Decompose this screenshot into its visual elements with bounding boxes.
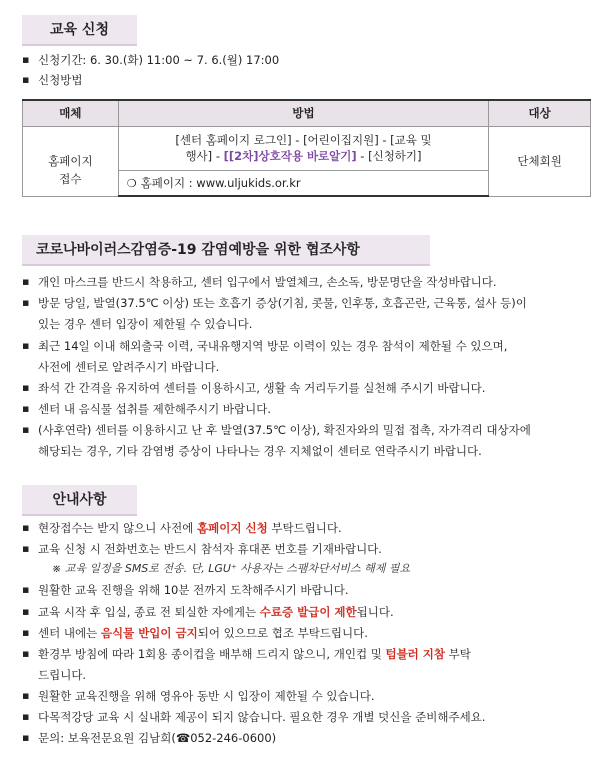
section-title: 코로나바이러스감염증-19 감염예방을 위한 협조사항 [36,242,360,258]
list-item: ▪ 센터 내 음식물 섭취를 제한해주시기 바랍니다. [22,399,595,419]
table-header-row [23,100,591,126]
homepage-link[interactable]: 홈페이지 : www.uljukids.or.kr [140,175,301,190]
application-method-label: ▪ 신청방법 [22,70,595,90]
circle-bullet-icon: ❍ [126,176,137,190]
list-item: ▪ 센터 내에는 음식물 반입이 금지되어 있으므로 협조 부탁드립니다. [22,623,595,643]
target-cell: 단체회원 [489,126,591,196]
program-highlight: [[2차]상호작용 바로알기] [223,149,357,163]
section-header-covid [22,235,430,265]
sms-note: ※ 교육 일정을 SMS로 전송. 단, LGU⁺ 사용자는 스팸차단서비스 해제 필요 [52,562,411,575]
header-method: 방법 [118,100,488,126]
list-item: ▪ 원활한 교육 진행을 위해 10분 전까지 도착해주시기 바랍니다. [22,580,595,600]
list-item: ▪ 다목적강당 교육 시 실내화 제공이 되지 않습니다. 필요한 경우 개별 덧신을 준비해주세요. [22,707,595,727]
section-header-education-application [22,15,137,45]
list-item: ▪ 좌석 간 간격을 유지하여 센터를 이용하시고, 생활 속 거리두기를 실천해 주시기 바랍니다. [22,378,595,398]
application-period: ▪ 신청기간: 6. 30.(화) 11:00 ~ 7. 6.(월) 17:00 [22,50,595,70]
list-item: ▪ 교육 시작 후 입실, 종료 전 퇴실한 자에게는 수료증 발급이 제한됩니다. [22,602,595,622]
list-item-continuation: 드립니다. [38,668,87,682]
list-item: ▪ 교육 신청 시 전화번호는 반드시 참석자 휴대폰 번호를 기재바랍니다. [22,539,595,559]
list-item: ▪ (사후연락) 센터를 이용하시고 난 후 발열(37.5℃ 이상), 확진자와의 밀접 접촉, 자가격리 대상자에 [22,420,595,440]
header-target: 대상 [489,100,591,126]
table-row [23,126,591,170]
section-header-notice [22,485,137,515]
list-item: ▪ 환경부 방침에 따라 1회용 종이컵을 배부해 드리지 않으니, 개인컵 및 텀블러 지참 부탁 [22,644,595,664]
header-medium: 매체 [23,100,119,126]
method-cell: [센터 홈페이지 로그인] - [어린이집지원] - [교육 및 행사] - [[2차]상호작용 바로알기] - [신청하기] [118,126,488,170]
application-method-table [22,99,591,197]
list-item-continuation: 해당되는 경우, 기타 감염병 증상이 나타나는 경우 지체없이 센터로 연락주시기 바랍니다. [38,444,482,458]
list-item: ▪ 원활한 교육진행을 위해 영유아 동반 시 입장이 제한될 수 있습니다. [22,686,595,706]
section-title: 교육 신청 [50,22,109,38]
homepage-cell [118,170,488,196]
list-item-continuation: 있는 경우 센터 입장이 제한될 수 있습니다. [38,317,253,331]
medium-cell: 홈페이지 접수 [23,126,119,196]
section-title: 안내사항 [52,492,107,508]
list-item: ▪ 현장접수는 받지 않으니 사전에 홈페이지 신청 부탁드립니다. [22,518,595,538]
list-item: ▪ 개인 마스크를 반드시 착용하고, 센터 입구에서 발열체크, 손소독, 방문명단을 작성바랍니다. [22,272,595,292]
contact-info: ▪ 문의: 보육전문요원 김남희(☎052-246-0600) [22,728,595,748]
list-item: ▪ 최근 14일 이내 해외출국 이력, 국내유행지역 방문 이력이 있는 경우 참석이 제한될 수 있으며, [22,336,595,356]
list-item-continuation: 사전에 센터로 알려주시기 바랍니다. [38,360,220,374]
list-item: ▪ 방문 당일, 발열(37.5℃ 이상) 또는 호흡기 증상(기침, 콧물, 인후통, 호흡곤란, 근육통, 설사 등)이 [22,293,595,313]
